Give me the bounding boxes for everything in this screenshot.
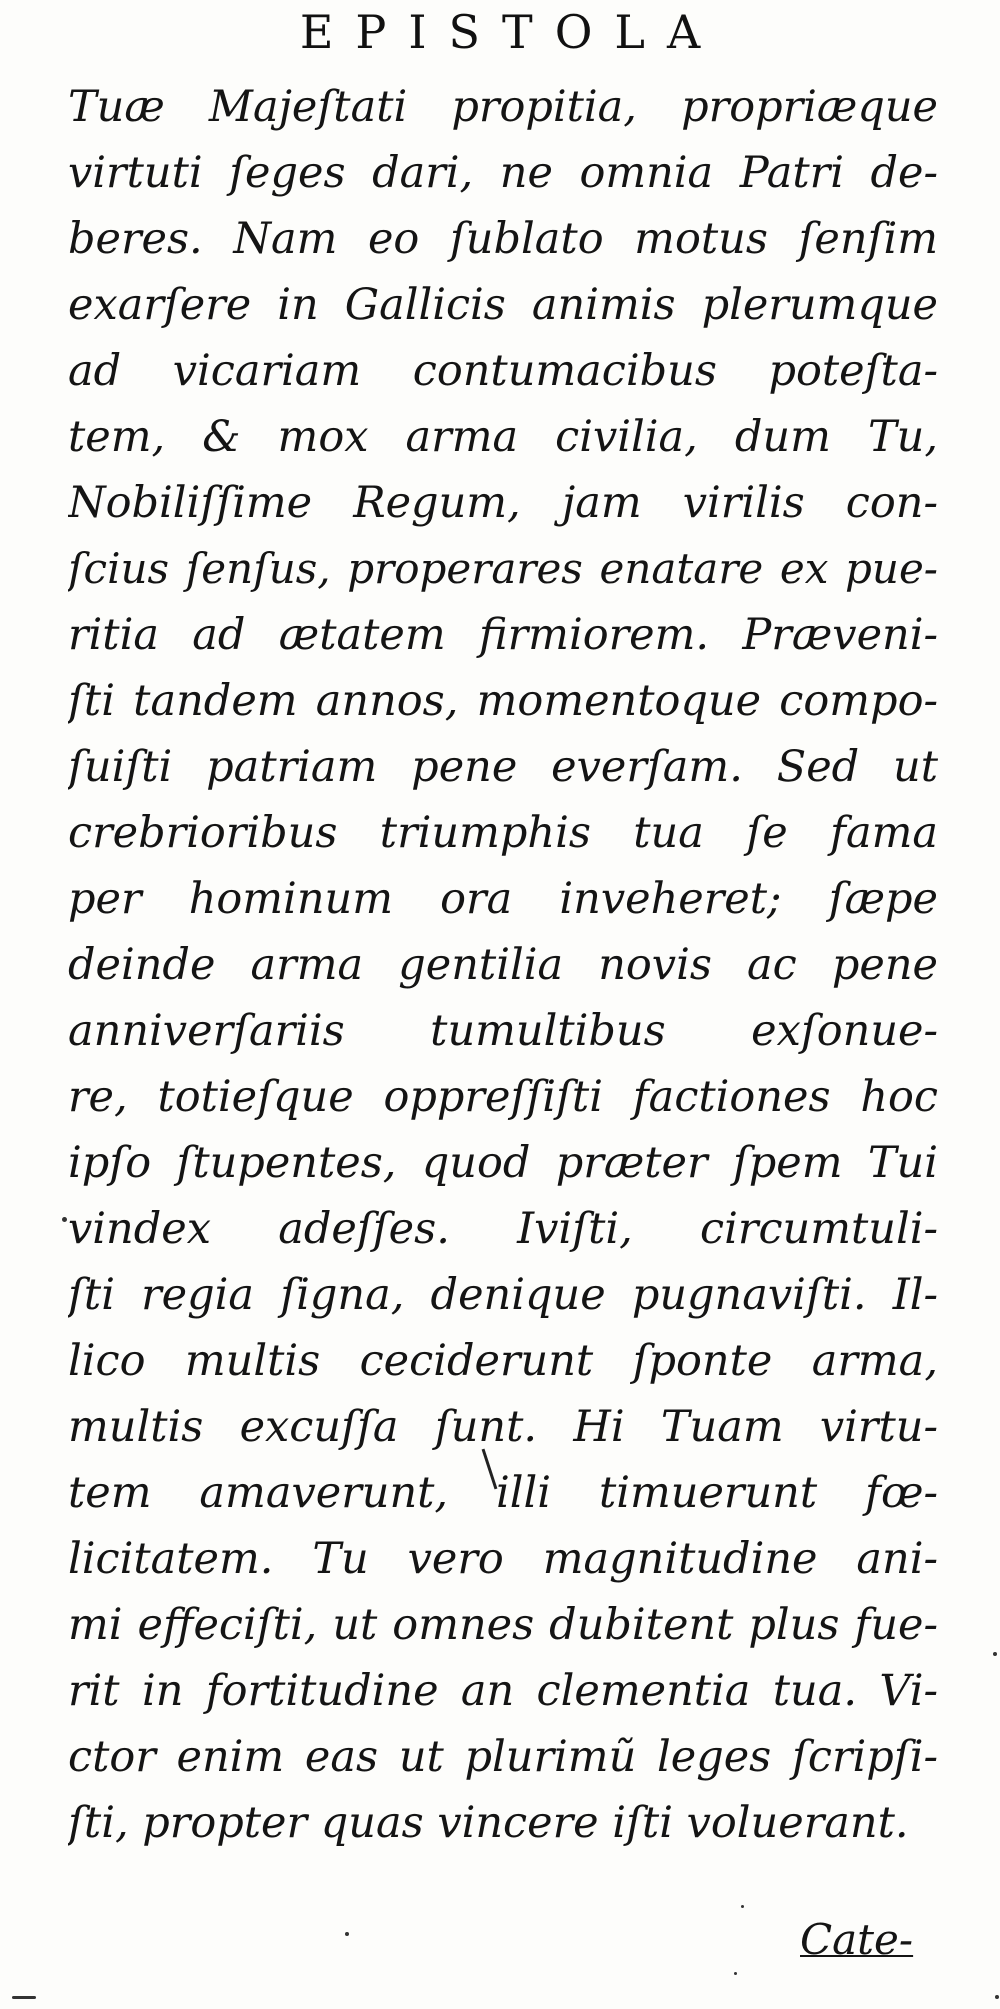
text-line: crebrioribus triumphis tua ſe fama [68, 808, 938, 858]
text-line: re, totieſque oppreſſiſti factiones hoc [68, 1072, 938, 1122]
text-line: tem, & mox arma civilia, dum Tu, [68, 412, 938, 462]
text-line: Tuæ Majeſtati propitia, propriæque [68, 82, 938, 132]
text-line: ſti tandem annos, momentoque compo- [68, 676, 938, 726]
catchword: Cate- [800, 1915, 914, 1964]
text-line: ſti, propter quas vincere iſti voluerant. [68, 1798, 909, 1848]
epistle-body [68, 74, 938, 1856]
text-line: exarſere in Gallicis animis plerumque [68, 280, 938, 330]
text-line: ipſo ſtupentes, quod præter ſpem Tui [68, 1138, 938, 1188]
text-line: ad vicariam contumacibus poteſta- [68, 346, 938, 396]
text-line: per hominum ora inveheret; ſæpe [68, 874, 938, 924]
text-line: multis excuſſa ſunt. Hi Tuam virtu- [68, 1402, 938, 1452]
ink-speck [993, 1652, 997, 1656]
text-line: ſti regia ſigna, denique pugnaviſti. Il- [68, 1270, 938, 1320]
ink-speck [741, 1905, 744, 1908]
text-line: beres. Nam eo ſublato motus ſenſim [68, 214, 938, 264]
text-line: deinde arma gentilia novis ac pene [68, 940, 938, 990]
ink-speck [12, 1996, 36, 1999]
text-line: lico multis ceciderunt ſponte arma, [68, 1336, 938, 1386]
ink-speck [345, 1932, 349, 1936]
text-line: anniverſariis tumultibus exſonue- [68, 1006, 938, 1056]
text-line: licitatem. Tu vero magnitudine ani- [68, 1534, 938, 1584]
text-line: ctor enim eas ut plurimũ leges ſcripſi- [68, 1732, 938, 1782]
running-head: EPISTOLA [299, 5, 723, 59]
ink-speck [734, 1972, 737, 1975]
ink-speck [62, 1217, 67, 1222]
text-line: vindex adeſſes. Iviſti, circumtuli- [68, 1204, 938, 1254]
text-line: mi effeciſti, ut omnes dubitent plus fue- [68, 1600, 938, 1650]
text-line: tem amaverunt, illi timuerunt fœ- [68, 1468, 938, 1518]
text-line: ſuiſti patriam pene everſam. Sed ut [68, 742, 938, 792]
text-line: ritia ad ætatem firmiorem. Præveni- [68, 610, 938, 660]
ink-speck [995, 1995, 999, 1999]
text-line: ſcius ſenſus, properares enatare ex pue- [68, 544, 938, 593]
text-line: virtuti ſeges dari, ne omnia Patri de- [68, 148, 938, 198]
text-line: rit in fortitudine an clementia tua. Vi- [68, 1666, 938, 1716]
text-line: Nobiliſſime Regum, jam virilis con- [68, 478, 938, 528]
